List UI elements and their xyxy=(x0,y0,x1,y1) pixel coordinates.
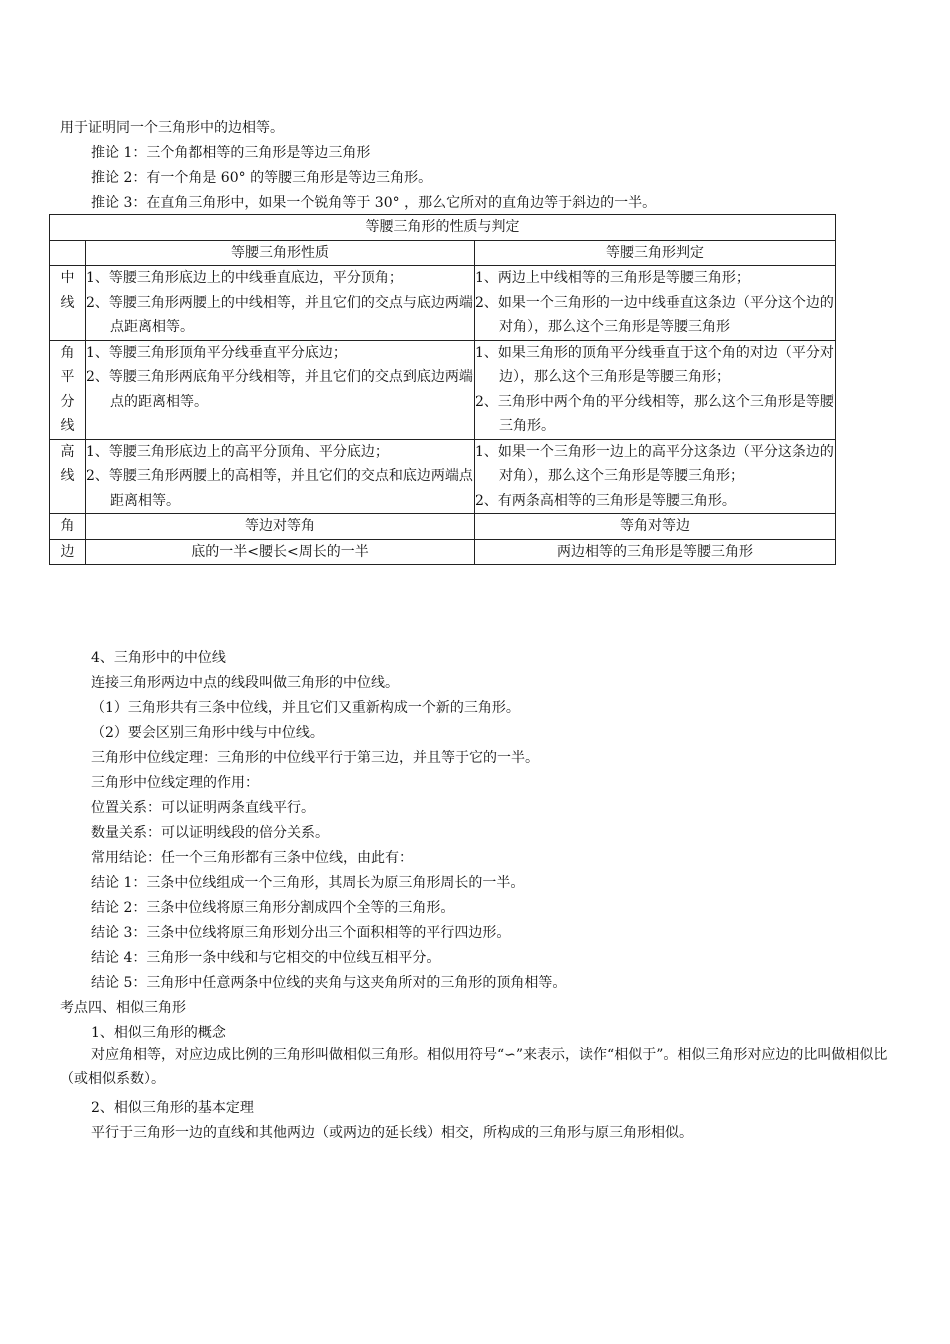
row-label-bisector xyxy=(50,340,86,439)
midline-quantity: 数量关系：可以证明线段的倍分关系。 xyxy=(91,825,329,841)
similar-sub-1: 1、相似三角形的概念 xyxy=(91,1025,226,1041)
corollary-3: 推论 3：在直角三角形中，如果一个锐角等于 30° ，那么它所对的直角边等于斜边的一半。 xyxy=(91,195,657,211)
list-item: 2、三角形中两个角的平分线相等，那么这个三角形是等腰三角形。 xyxy=(475,393,834,434)
list-item: 1、等腰三角形底边上的高平分顶角、平分底边； xyxy=(86,443,389,460)
midline-heading: 4、三角形中的中位线 xyxy=(91,650,226,666)
row-label-altitude xyxy=(50,439,86,514)
list-item: 1、如果三角形的顶角平分线垂直于这个角的对边（平分对边），那么这个三角形是等腰三角形； xyxy=(475,344,834,385)
row-label-side: 边 xyxy=(50,539,86,565)
list-item: 1、两边上中线相等的三角形是等腰三角形； xyxy=(475,270,750,286)
list-item: 2、等腰三角形两腰上的中线相等，并且它们的交点与底边两端点距离相等。 xyxy=(86,294,473,335)
conclusion-4: 结论 4：三角形一条中线和与它相交的中位线互相平分。 xyxy=(91,950,441,966)
midline-position: 位置关系：可以证明两条直线平行。 xyxy=(91,800,315,816)
similar-definition: 对应角相等，对应边成比例的三角形叫做相似三角形。相似用符号“∽”来表示，读作“相似于”。相似三角形对应边的比叫做相似比（或相似系数）。 xyxy=(60,1047,888,1087)
props-cell xyxy=(86,340,475,439)
list-item: 1、等腰三角形底边上的中线垂直底边，平分顶角； xyxy=(86,270,403,286)
midline-definition: 连接三角形两边中点的线段叫做三角形的中位线。 xyxy=(91,675,399,691)
row-label-angle: 角 xyxy=(50,514,86,540)
conclusion-5: 结论 5：三角形中任意两条中位线的夹角与这夹角所对的三角形的顶角相等。 xyxy=(91,975,567,991)
corollary-2: 推论 2：有一个角是 60° 的等腰三角形是等边三角形。 xyxy=(91,170,433,186)
list-item: 2、等腰三角形两腰上的高相等，并且它们的交点和底边两端点距离相等。 xyxy=(86,468,473,509)
judge-cell xyxy=(475,340,836,439)
row-label-text: 高 线 xyxy=(60,443,75,484)
similar-theorem: 平行于三角形一边的直线和其他两边（或两边的延长线）相交，所构成的三角形与原三角形相似。 xyxy=(91,1125,693,1141)
midline-theorem: 三角形中位线定理：三角形的中位线平行于第三边，并且等于它的一半。 xyxy=(91,750,539,766)
table-row xyxy=(50,266,836,341)
similar-sub-2: 2、相似三角形的基本定理 xyxy=(91,1100,254,1116)
props-side-body: 底的一半<腰长<周长的一半 xyxy=(86,539,475,565)
list-item: 2、如果一个三角形的一边中线垂直这条边（平分这个边的对角），那么这个三角形是等腰三角形 xyxy=(475,294,834,335)
judge-angle-head: 等角对等边 xyxy=(475,514,836,540)
props-cell xyxy=(86,439,475,514)
list-item: 2、等腰三角形两底角平分线相等，并且它们的交点到底边两端点的距离相等。 xyxy=(86,369,473,410)
midline-common: 常用结论：任一个三角形都有三条中位线，由此有： xyxy=(91,850,413,866)
list-item: 1、等腰三角形顶角平分线垂直平分底边； xyxy=(86,344,347,361)
midline-point-2: （2）要会区别三角形中线与中位线。 xyxy=(91,725,324,741)
table-corner xyxy=(50,240,86,266)
table-title: 等腰三角形的性质与判定 xyxy=(50,215,836,241)
table-row xyxy=(50,514,836,540)
props-cell xyxy=(86,266,475,341)
judge-cell xyxy=(475,439,836,514)
corollary-1: 推论 1：三个角都相等的三角形是等边三角形 xyxy=(91,145,371,161)
row-label-median xyxy=(50,266,86,341)
table-row xyxy=(50,439,836,514)
row-label-text: 中 线 xyxy=(60,270,75,311)
judge-side-body: 两边相等的三角形是等腰三角形 xyxy=(475,539,836,565)
judge-cell xyxy=(475,266,836,341)
row-label-text: 角 平 分 线 xyxy=(60,344,75,434)
col-header-judge: 等腰三角形判定 xyxy=(475,240,836,266)
table-row xyxy=(50,539,836,565)
table-row xyxy=(50,340,836,439)
conclusion-1: 结论 1：三条中位线组成一个三角形，其周长为原三角形周长的一半。 xyxy=(91,875,525,891)
conclusion-3: 结论 3：三条中位线将原三角形划分出三个面积相等的平行四边形。 xyxy=(91,925,511,941)
midline-use: 三角形中位线定理的作用： xyxy=(91,775,259,791)
conclusion-2: 结论 2：三条中位线将原三角形分割成四个全等的三角形。 xyxy=(91,900,455,916)
intro-line: 用于证明同一个三角形中的边相等。 xyxy=(60,120,284,136)
similar-heading: 考点四、相似三角形 xyxy=(60,1000,186,1016)
props-angle-head: 等边对等角 xyxy=(86,514,475,540)
list-item: 1、如果一个三角形一边上的高平分这条边（平分这条边的对角），那么这个三角形是等腰三角形； xyxy=(475,443,834,484)
col-header-props: 等腰三角形性质 xyxy=(86,240,475,266)
midline-point-1: （1）三角形共有三条中位线，并且它们又重新构成一个新的三角形。 xyxy=(91,700,520,716)
list-item: 2、有两条高相等的三角形是等腰三角形。 xyxy=(475,492,736,509)
isosceles-table xyxy=(49,214,836,565)
